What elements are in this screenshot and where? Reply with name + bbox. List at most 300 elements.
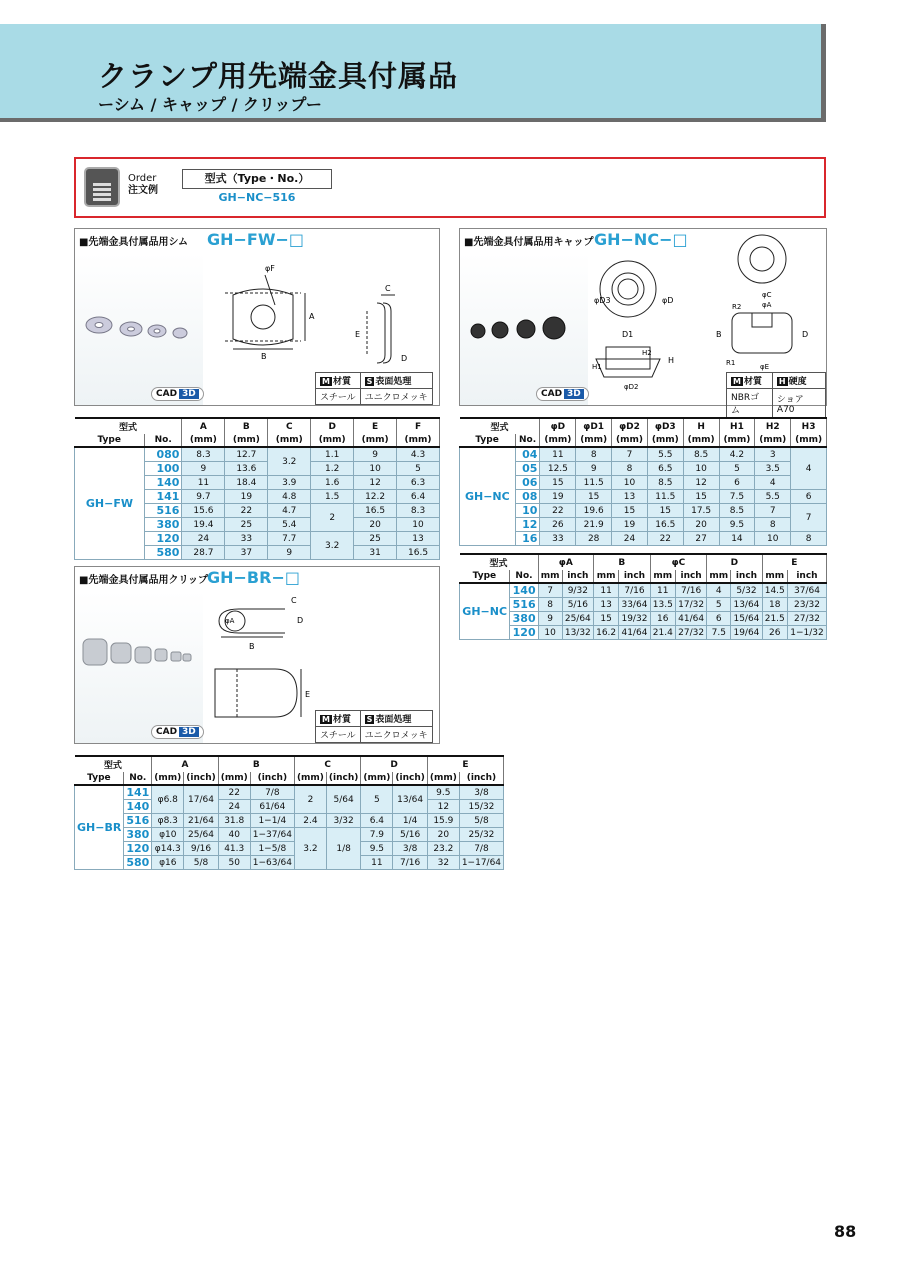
row-no: 141 [124, 785, 152, 800]
table-row [75, 828, 504, 842]
cell: 27/32 [675, 626, 706, 640]
cell: 4.3 [397, 447, 440, 462]
group: D [361, 756, 427, 772]
cell: 5/8 [459, 814, 503, 828]
type-header: Type [75, 772, 124, 785]
cell: 1.6 [311, 476, 354, 490]
unit: (mm) [647, 434, 683, 447]
cell: 5 [361, 785, 393, 814]
group: B [218, 756, 294, 772]
fw-dim-D: D [401, 354, 408, 363]
nc-photo-illustration [460, 253, 588, 403]
col: φD [540, 418, 576, 434]
cell: 19 [612, 518, 648, 532]
nc-dim-A: φA [762, 301, 772, 309]
fw-heading: ■先端金具付属品用シム [79, 237, 189, 248]
type-label: 型式（Type・No.） [182, 169, 332, 189]
type-header: Type [460, 570, 510, 583]
phone-icon [84, 167, 120, 207]
no-header: No. [510, 570, 538, 583]
no-header: No. [515, 434, 540, 447]
fw-surface: ユニクロメッキ [360, 389, 432, 405]
cell: 21.5 [762, 612, 787, 626]
nc-material: NBRゴム [727, 389, 773, 418]
cell: 13.5 [650, 598, 675, 612]
col-D: D [311, 418, 354, 434]
nc-dim-D-right: D [802, 330, 809, 339]
cell: 1−1/32 [787, 626, 826, 640]
table-row [460, 612, 827, 626]
unit: (mm) [427, 772, 459, 785]
cell: 16.5 [647, 518, 683, 532]
surface-header: 表面処理 [375, 377, 412, 387]
row-no: 120 [510, 626, 538, 640]
cell: 41/64 [619, 626, 650, 640]
table-row [75, 856, 504, 870]
br-photo-illustration [75, 591, 203, 741]
cell: 31.8 [218, 814, 250, 828]
cell: 19 [225, 490, 268, 504]
cell: 9 [576, 462, 612, 476]
cell: 33 [540, 532, 576, 546]
row-no: 120 [124, 842, 152, 856]
row-no: 380 [124, 828, 152, 842]
nc-dim-H: H [668, 356, 675, 365]
row-no: 080 [144, 447, 182, 462]
cell: 6.4 [361, 814, 393, 828]
material-header: 材質 [332, 377, 351, 387]
cell: 17/64 [184, 785, 218, 814]
row-no: 140 [144, 476, 182, 490]
cell: 22 [218, 785, 250, 800]
cell: 7/16 [675, 583, 706, 598]
cell: 37/64 [787, 583, 826, 598]
row-no: 120 [144, 532, 182, 546]
cell: 16.2 [593, 626, 618, 640]
cell: 25/64 [184, 828, 218, 842]
cell: 3 [755, 447, 791, 462]
unit: (inch) [393, 772, 427, 785]
col: φD1 [576, 418, 612, 434]
br-dim-D: D [297, 616, 304, 625]
table-row [460, 583, 827, 598]
cell: 9.5 [719, 518, 755, 532]
type-name: GH−NC [460, 583, 510, 640]
nc-product-photo [460, 253, 588, 405]
unit: mm [707, 570, 731, 583]
fw-material: スチール [316, 389, 361, 405]
group: A [152, 756, 218, 772]
cell: 11 [650, 583, 675, 598]
cell: 12.2 [354, 490, 397, 504]
cell: 15.6 [182, 504, 225, 518]
group: E [762, 554, 826, 570]
cad-3d-label: 3D [564, 389, 584, 399]
cell: 22 [540, 504, 576, 518]
cell: 7 [612, 447, 648, 462]
cell: 8 [538, 598, 562, 612]
nc-heading: ■先端金具付属品用キャップ [464, 237, 594, 248]
material-header: 材質 [332, 715, 351, 725]
col: H1 [719, 418, 755, 434]
unit: (mm) [361, 772, 393, 785]
table-row [460, 490, 827, 504]
type-name: GH−BR [75, 785, 124, 870]
table-row [460, 598, 827, 612]
fw-material-table [315, 372, 433, 405]
cell: 2 [294, 785, 326, 814]
nc-code: GH−NC−□ [594, 230, 688, 249]
col-C: C [268, 418, 311, 434]
cell: 4.8 [268, 490, 311, 504]
cell: 5/16 [562, 598, 593, 612]
page-subtitle: ーシム / キャップ / クリップー [98, 95, 322, 114]
cell: 24 [218, 800, 250, 814]
no-header: No. [124, 772, 152, 785]
cell: 10 [612, 476, 648, 490]
cell: 22 [225, 504, 268, 518]
br-heading: ■先端金具付属品用クリップ [79, 575, 209, 586]
cell: 19.6 [576, 504, 612, 518]
cell: 8 [791, 532, 827, 546]
group: C [294, 756, 360, 772]
table-row [460, 447, 827, 462]
row-no: 516 [124, 814, 152, 828]
cell: 16.5 [354, 504, 397, 518]
unit: (mm) [719, 434, 755, 447]
cell: 8.5 [647, 476, 683, 490]
cell: 7 [538, 583, 562, 598]
cell: 11.5 [576, 476, 612, 490]
br-dim-C: C [291, 596, 297, 605]
type-header-jp: 型式 [75, 756, 152, 772]
cell: 7 [755, 504, 791, 518]
title-banner [0, 24, 826, 122]
unit: (inch) [250, 772, 294, 785]
br-material-table [315, 710, 433, 743]
cell: 15 [647, 504, 683, 518]
row-no: 141 [144, 490, 182, 504]
nc-hardness: ショアA70 [772, 389, 825, 418]
cell: 8 [612, 462, 648, 476]
cell: 8.3 [397, 504, 440, 518]
cell: 18.4 [225, 476, 268, 490]
cell: 33 [225, 532, 268, 546]
cell: 61/64 [250, 800, 294, 814]
row-no: 140 [124, 800, 152, 814]
cell: 1.2 [311, 462, 354, 476]
cell: 9 [182, 462, 225, 476]
cell: 27 [683, 532, 719, 546]
col: φD2 [612, 418, 648, 434]
cell: 1/8 [326, 828, 360, 870]
cell: 25 [354, 532, 397, 546]
cell: 4.2 [719, 447, 755, 462]
col: φD3 [647, 418, 683, 434]
cell: 10 [397, 518, 440, 532]
nc-dim-H2: H2 [642, 349, 652, 357]
nc-inch-table [459, 553, 827, 640]
nc-dim-R1: R1 [726, 359, 736, 367]
cell: 50 [218, 856, 250, 870]
fw-code: GH−FW−□ [207, 230, 305, 249]
cell: 7.7 [268, 532, 311, 546]
br-dim-A: φA [225, 617, 235, 625]
cell: 15 [576, 490, 612, 504]
type-name: GH−NC [460, 447, 516, 546]
unit: inch [619, 570, 650, 583]
cell: 15/32 [459, 800, 503, 814]
fw-panel [74, 228, 440, 406]
br-dim-B: B [249, 642, 255, 651]
page-title: クランプ用先端金具付属品 [98, 59, 459, 93]
cell: 19/32 [619, 612, 650, 626]
cell: 12 [427, 800, 459, 814]
fw-dim-F: φF [265, 264, 275, 273]
group: φC [650, 554, 707, 570]
cell: 6 [791, 490, 827, 504]
unit: (mm) [294, 772, 326, 785]
cell: 7/16 [393, 856, 427, 870]
unit: (mm) [683, 434, 719, 447]
cell: φ10 [152, 828, 184, 842]
cell: 9 [538, 612, 562, 626]
cell: 11 [540, 447, 576, 462]
cell: 15 [683, 490, 719, 504]
cell: φ8.3 [152, 814, 184, 828]
hardness-header: 硬度 [788, 377, 807, 387]
cell: 6 [719, 476, 755, 490]
cell: 25 [225, 518, 268, 532]
fw-spec-table [74, 417, 440, 560]
cell: 13 [593, 598, 618, 612]
row-no: 06 [515, 476, 540, 490]
cell: 23.2 [427, 842, 459, 856]
cell: 13 [397, 532, 440, 546]
unit: (mm) [576, 434, 612, 447]
col-F: F [397, 418, 440, 434]
br-material: スチール [316, 727, 361, 743]
row-no: 140 [510, 583, 538, 598]
cell: 21.4 [650, 626, 675, 640]
cell: 1−37/64 [250, 828, 294, 842]
col-B: B [225, 418, 268, 434]
row-no: 580 [144, 546, 182, 560]
cell: 19/64 [731, 626, 762, 640]
cad-label: CAD [156, 727, 178, 737]
br-product-photo [75, 591, 203, 743]
cell: 14 [719, 532, 755, 546]
order-label-en: Order [128, 173, 157, 184]
cell: 17.5 [683, 504, 719, 518]
cell: 7.5 [707, 626, 731, 640]
page-number: 88 [834, 1222, 857, 1241]
cell: 11 [182, 476, 225, 490]
cell: 12.5 [540, 462, 576, 476]
row-no: 380 [510, 612, 538, 626]
cell: 10 [538, 626, 562, 640]
order-label [128, 173, 158, 197]
cell: 9 [354, 447, 397, 462]
material-mark: M [733, 377, 741, 386]
row-no: 100 [144, 462, 182, 476]
cell: 12.7 [225, 447, 268, 462]
cell: 6.5 [647, 462, 683, 476]
unit: inch [787, 570, 826, 583]
cell: 33/64 [619, 598, 650, 612]
unit: (mm) [612, 434, 648, 447]
fw-dim-A: A [309, 312, 315, 321]
br-code: GH−BR−□ [207, 568, 300, 587]
unit: inch [731, 570, 762, 583]
cell: 11 [361, 856, 393, 870]
cell: 3.2 [268, 447, 311, 476]
br-cad-badge[interactable] [151, 725, 204, 739]
cell: 6.4 [397, 490, 440, 504]
surface-mark: S [366, 715, 373, 724]
cell: 15 [540, 476, 576, 490]
unit: (inch) [459, 772, 503, 785]
group: E [427, 756, 503, 772]
cell: 1.5 [311, 490, 354, 504]
row-no: 08 [515, 490, 540, 504]
br-spec-table [74, 755, 504, 870]
type-header-jp: 型式 [75, 418, 182, 434]
cell: 24 [182, 532, 225, 546]
order-example-code: GH−NC−516 [218, 191, 296, 204]
nc-dim-E: φE [760, 363, 770, 371]
cell: 8.5 [719, 504, 755, 518]
hardness-mark: H [778, 377, 786, 386]
table-row [460, 626, 827, 640]
table-row [460, 462, 827, 476]
cell: 37 [225, 546, 268, 560]
cell: 7.5 [719, 490, 755, 504]
cell: 20 [427, 828, 459, 842]
row-no: 516 [510, 598, 538, 612]
br-dim-E: E [305, 690, 311, 699]
nc-dim-D1: D1 [622, 330, 634, 339]
table-row [460, 532, 827, 546]
cell: 16 [650, 612, 675, 626]
cell: 1−63/64 [250, 856, 294, 870]
cell: 9.7 [182, 490, 225, 504]
unit: mm [762, 570, 787, 583]
cell: 1−17/64 [459, 856, 503, 870]
cell: 9 [268, 546, 311, 560]
cell: 5.5 [647, 447, 683, 462]
type-header: Type [75, 434, 145, 447]
col: H2 [755, 418, 791, 434]
unit: (inch) [326, 772, 360, 785]
cell: 13/32 [562, 626, 593, 640]
unit: (mm) [182, 434, 225, 447]
cell: 22 [647, 532, 683, 546]
cell: 5 [397, 462, 440, 476]
cell: 3/32 [326, 814, 360, 828]
surface-mark: S [366, 377, 373, 386]
cell: 3/8 [459, 785, 503, 800]
fw-cad-badge[interactable] [151, 387, 204, 401]
cell: 1.1 [311, 447, 354, 462]
cell: 12 [683, 476, 719, 490]
type-header: Type [460, 434, 516, 447]
cell: 8 [576, 447, 612, 462]
cell: 6.3 [397, 476, 440, 490]
cell: 28 [576, 532, 612, 546]
unit: (mm) [311, 434, 354, 447]
cell: 5/16 [393, 828, 427, 842]
unit: inch [675, 570, 706, 583]
no-header: No. [144, 434, 182, 447]
cad-3d-label: 3D [179, 389, 199, 399]
nc-dim-D3: φD3 [594, 296, 611, 305]
cell: 7.9 [361, 828, 393, 842]
nc-dim-B: B [716, 330, 722, 339]
col-E: E [354, 418, 397, 434]
cell: 12 [354, 476, 397, 490]
nc-dim-R2: R2 [732, 303, 742, 311]
cell: 40 [218, 828, 250, 842]
table-row [75, 842, 504, 856]
cell: 20 [683, 518, 719, 532]
cell: 3.2 [311, 532, 354, 560]
table-row [75, 785, 504, 800]
type-name: GH−FW [75, 447, 145, 560]
cell: 10 [354, 462, 397, 476]
unit: mm [538, 570, 562, 583]
group: φA [538, 554, 593, 570]
row-no: 516 [144, 504, 182, 518]
cell: 27/32 [787, 612, 826, 626]
nc-dim-H1: H1 [592, 363, 602, 371]
cell: 7 [791, 504, 827, 532]
cell: 3.5 [755, 462, 791, 476]
cell: 15 [593, 612, 618, 626]
cell: 8 [755, 518, 791, 532]
table-row [75, 814, 504, 828]
col: H3 [791, 418, 827, 434]
cell: 5 [707, 598, 731, 612]
table-row [460, 504, 827, 518]
unit: mm [593, 570, 618, 583]
cell: 15 [612, 504, 648, 518]
fw-product-photo [75, 253, 203, 405]
unit: inch [562, 570, 593, 583]
cell: 1−5/8 [250, 842, 294, 856]
cell: 41/64 [675, 612, 706, 626]
cell: 3.9 [268, 476, 311, 490]
cell: 13.6 [225, 462, 268, 476]
nc-dim-D2: φD2 [624, 383, 639, 391]
nc-spec-table [459, 417, 827, 546]
cad-label: CAD [156, 389, 178, 399]
row-no: 12 [515, 518, 540, 532]
cell: 5.4 [268, 518, 311, 532]
col: H [683, 418, 719, 434]
nc-cad-badge[interactable] [536, 387, 589, 401]
row-no: 04 [515, 447, 540, 462]
row-no: 16 [515, 532, 540, 546]
cell: 10 [755, 532, 791, 546]
unit: (mm) [791, 434, 827, 447]
unit: (mm) [152, 772, 184, 785]
row-no: 10 [515, 504, 540, 518]
table-row [460, 518, 827, 532]
cad-label: CAD [541, 389, 563, 399]
cell: 10 [683, 462, 719, 476]
cell: 23/32 [787, 598, 826, 612]
